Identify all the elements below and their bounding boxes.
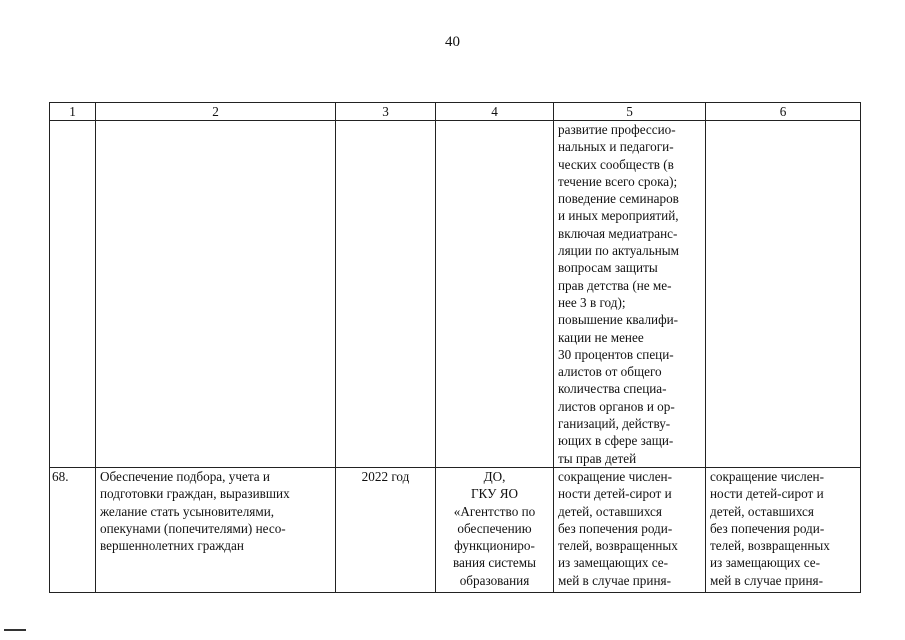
table-header-row (50, 103, 861, 121)
text-line: количества специа- (558, 381, 667, 397)
row-68-number: 68. (50, 467, 96, 592)
text-line: телей, возвращенных (558, 538, 678, 554)
text-line: мей в случае приня- (558, 572, 671, 588)
header-col-5: 5 (554, 103, 706, 121)
text-line: мей в случае приня- (710, 572, 823, 588)
text-line: вания системы (453, 555, 536, 571)
header-col-1: 1 (50, 103, 96, 121)
text-line: развитие профессио- (558, 122, 676, 137)
table-row-continuation (50, 121, 861, 468)
page-edge-mark (4, 629, 26, 631)
text-line: из замещающих се- (558, 555, 669, 571)
text-line: вершеннолетних граждан (100, 538, 244, 554)
text-line: опекунами (попечителями) несо- (100, 520, 286, 536)
text-line: поведение семинаров (558, 191, 679, 207)
text-line: ческих сообществ (в (558, 156, 674, 172)
text-line: «Агентство по (453, 503, 536, 519)
cont-col-3 (336, 121, 436, 468)
table-row-68 (50, 467, 861, 592)
cont-col-2 (96, 121, 336, 468)
text-line: ганизаций, действу- (558, 416, 671, 432)
text-line: алистов от общего (558, 364, 662, 380)
text-line: из замещающих се- (710, 555, 821, 571)
text-line: без попечения роди- (558, 520, 673, 536)
text-line: и иных мероприятий, (558, 208, 679, 224)
text-line: детей, оставшихся (558, 503, 662, 519)
header-col-4: 4 (436, 103, 554, 121)
text-line: включая медиатранс- (558, 225, 678, 241)
text-line: ГКУ ЯО (470, 486, 519, 502)
page-number: 40 (445, 34, 460, 50)
row-68-col-3: 2022 год (336, 467, 436, 592)
text-line: образования (459, 572, 530, 588)
header-col-3: 3 (336, 103, 436, 121)
row-68-col-2 (96, 467, 336, 592)
header-col-6: 6 (706, 103, 861, 121)
document-table (49, 102, 861, 593)
text-line: ДО, (483, 468, 506, 484)
row-68-col-5 (554, 467, 706, 592)
text-line: ляции по актуальным (558, 243, 679, 259)
text-line: подготовки граждан, выразивших (100, 486, 290, 502)
text-line: прав детства (не ме- (558, 277, 672, 293)
text-line: желание стать усыновителями, (100, 503, 275, 519)
text-line: ты прав детей (558, 450, 637, 466)
row-68-col-4 (436, 467, 554, 592)
cont-col-4 (436, 121, 554, 468)
text-line: сокращение числен- (558, 468, 672, 484)
text-line: телей, возвращенных (710, 538, 830, 554)
cont-col-5 (554, 121, 706, 468)
text-line: течение всего срока); (558, 173, 678, 189)
cont-col-1 (50, 121, 96, 468)
text-line: повышение квалифи- (558, 312, 679, 328)
text-line: нальных и педагоги- (558, 139, 674, 155)
text-line: ющих в сфере защи- (558, 433, 674, 449)
text-line: детей, оставшихся (710, 503, 814, 519)
text-line: сокращение числен- (710, 468, 824, 484)
cont-col-6 (706, 121, 861, 468)
text-line: листов органов и ор- (558, 398, 675, 414)
text-line: нее 3 в год); (558, 294, 626, 310)
text-line: ности детей-сирот и (558, 486, 672, 502)
text-line: функциониро- (454, 538, 535, 554)
header-col-2: 2 (96, 103, 336, 121)
text-line: ности детей-сирот и (710, 486, 824, 502)
text-line: без попечения роди- (710, 520, 825, 536)
text-line: 30 процентов специ- (558, 346, 674, 362)
row-68-col-6 (706, 467, 861, 592)
text-line: кации не менее (558, 329, 644, 345)
text-line: вопросам защиты (558, 260, 658, 276)
text-line: Обеспечение подбора, учета и (100, 468, 270, 484)
text-line: обеспечению (457, 520, 532, 536)
